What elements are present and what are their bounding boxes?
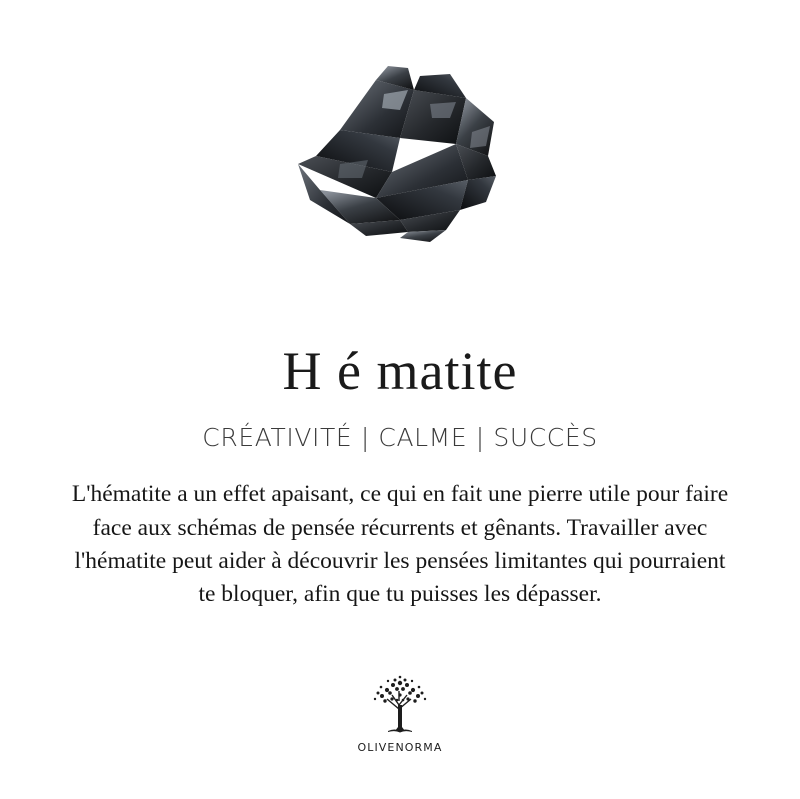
tree-icon xyxy=(354,669,446,739)
keywords-line: CRÉATIVITÉ | CALME | SUCCÈS xyxy=(202,423,598,453)
brand-name: OLIVENORMA xyxy=(357,741,443,755)
description-text: L'hématite a un effet apaisant, ce qui en fait une pierre utile pour faire face aux schémas de pensée récurrents et gênants. Travailler avec l'hématite peut aider à découvrir les pensées limitantes qui pourraient te bloquer, afin que tu puisses les dépasser. xyxy=(71,481,729,608)
page-title: H é matite xyxy=(282,341,518,401)
hematite-stone-image xyxy=(280,60,520,250)
brand-logo xyxy=(354,669,446,754)
stone-image-area xyxy=(0,0,800,300)
